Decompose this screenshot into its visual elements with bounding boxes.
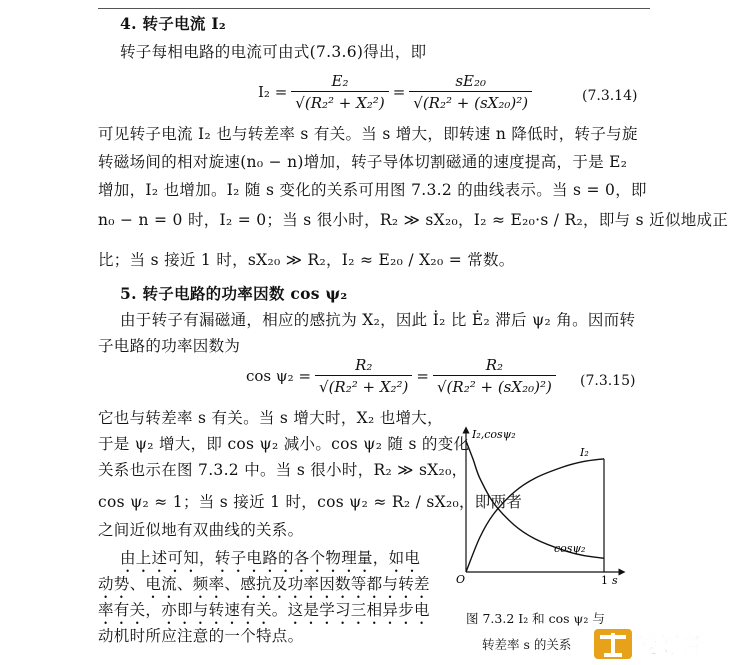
- watermark-logo: [594, 627, 744, 661]
- s5-para2-line-2: 于是 ψ₂ 增大，即 cos ψ₂ 减小。cos ψ₂ 随 s 的变化: [98, 435, 470, 453]
- s5-para1-line-2: 子电路的功率因数为: [98, 337, 241, 355]
- eq15-f2-denominator: √(R₂² + (sX₂₀)²): [433, 375, 556, 396]
- page-top-rule: [98, 8, 650, 9]
- equation-7-3-14: [258, 72, 536, 112]
- section-4-intro: 转子每相电路的电流可由式(7.3.6)得出，即: [120, 43, 427, 61]
- equation-7-3-15: [246, 356, 560, 396]
- x-axis-label: s: [612, 574, 618, 587]
- s5-para1-line-1: 由于转子有漏磁通，相应的感抗为 X₂，因此 İ₂ 比 Ė₂ 滞后 ψ₂ 角。因而转: [120, 311, 636, 329]
- s5-para3-line-3: 率有关，亦即与转速有关。这是学习三相异步电: [98, 601, 430, 619]
- figure-caption-line-2: 转差率 s 的关系: [482, 637, 572, 652]
- s5-para2-line-5: 之间近似地有双曲线的关系。: [98, 521, 304, 539]
- eq15-f1-numerator: R₂: [355, 356, 373, 374]
- eq15-fraction-2: [433, 356, 556, 396]
- equation-number-7-3-14: (7.3.14): [582, 88, 638, 104]
- s5-para2-line-4: cos ψ₂ ≈ 1；当 s 接近 1 时，cos ψ₂ ≈ R₂ / sX₂₀，即两者: [98, 493, 523, 511]
- s4-para-line-2: 转磁场间的相对旋速(n₀ − n)增加，转子导体切割磁通的速度提高，于是 E₂: [98, 153, 628, 171]
- eq15-f1-denominator: √(R₂² + X₂²): [315, 375, 412, 396]
- logo-text: 爱好者: [636, 634, 703, 659]
- eq15-equals: =: [416, 367, 429, 385]
- s4-para-line-3: 增加，I₂ 也增加。I₂ 随 s 变化的关系可用图 7.3.2 的曲线表示。当 s = 0，即: [98, 181, 647, 199]
- eq15-fraction-1: [315, 356, 412, 396]
- eq14-f1-numerator: E₂: [331, 72, 349, 90]
- eq14-f2-denominator: √(R₂² + (sX₂₀)²): [409, 91, 532, 112]
- s5-para3-line-4: 动机时所应注意的一个特点。: [98, 627, 304, 645]
- equation-number-7-3-15: (7.3.15): [580, 373, 636, 389]
- eq14-f1-denominator: √(R₂² + X₂²): [291, 91, 388, 112]
- eq15-lhs: cos ψ₂ =: [246, 367, 312, 385]
- s5-para3-line-1: 由上述可知，转子电路的各个物理量，如电: [120, 549, 421, 567]
- eq14-fraction-2: [409, 72, 532, 112]
- s5-para2-line-1: 它也与转差率 s 有关。当 s 增大时，X₂ 也增大，: [98, 409, 443, 427]
- i2-curve-label: I₂: [580, 446, 589, 459]
- eq15-f2-numerator: R₂: [485, 356, 504, 374]
- y-axis-label: I₂,cosψ₂: [472, 428, 516, 441]
- s4-para-line-1: 可见转子电流 I₂ 也与转差率 s 有关。当 s 增大，即转速 n 降低时，转子与旋: [98, 125, 638, 143]
- eq14-equals: =: [392, 83, 406, 101]
- figure-caption-line-1: 图 7.3.2 I₂ 和 cos ψ₂ 与: [466, 611, 605, 626]
- s5-para3-line-2: 动势、电流、频率、感抗及功率因数等都与转差: [98, 575, 430, 593]
- eq14-f2-numerator: sE₂₀: [455, 72, 487, 90]
- section-5-heading: 5. 转子电路的功率因数 cos ψ₂: [120, 284, 348, 303]
- s4-para-line-5: 比；当 s 接近 1 时，sX₂₀ ≫ R₂，I₂ ≈ E₂₀ / X₂₀ = 常数。: [98, 251, 515, 269]
- section-4-heading: 4. 转子电流 I₂: [120, 14, 227, 33]
- eq14-fraction-1: [291, 72, 388, 112]
- s4-para-line-4: n₀ − n = 0 时，I₂ = 0；当 s 很小时，R₂ ≫ sX₂₀，I₂ ≈ E₂₀·s / R₂，即与 s 近似地成正: [98, 211, 729, 229]
- cos-psi2-curve-label: cosψ₂: [554, 542, 586, 555]
- figure-7-3-2-chart: [450, 420, 630, 595]
- s5-para2-line-3: 关系也示在图 7.3.2 中。当 s 很小时，R₂ ≫ sX₂₀，: [98, 461, 468, 479]
- eq14-lhs: I₂ =: [258, 83, 288, 101]
- origin-label: O: [456, 573, 466, 586]
- x-tick-1: 1: [601, 574, 608, 587]
